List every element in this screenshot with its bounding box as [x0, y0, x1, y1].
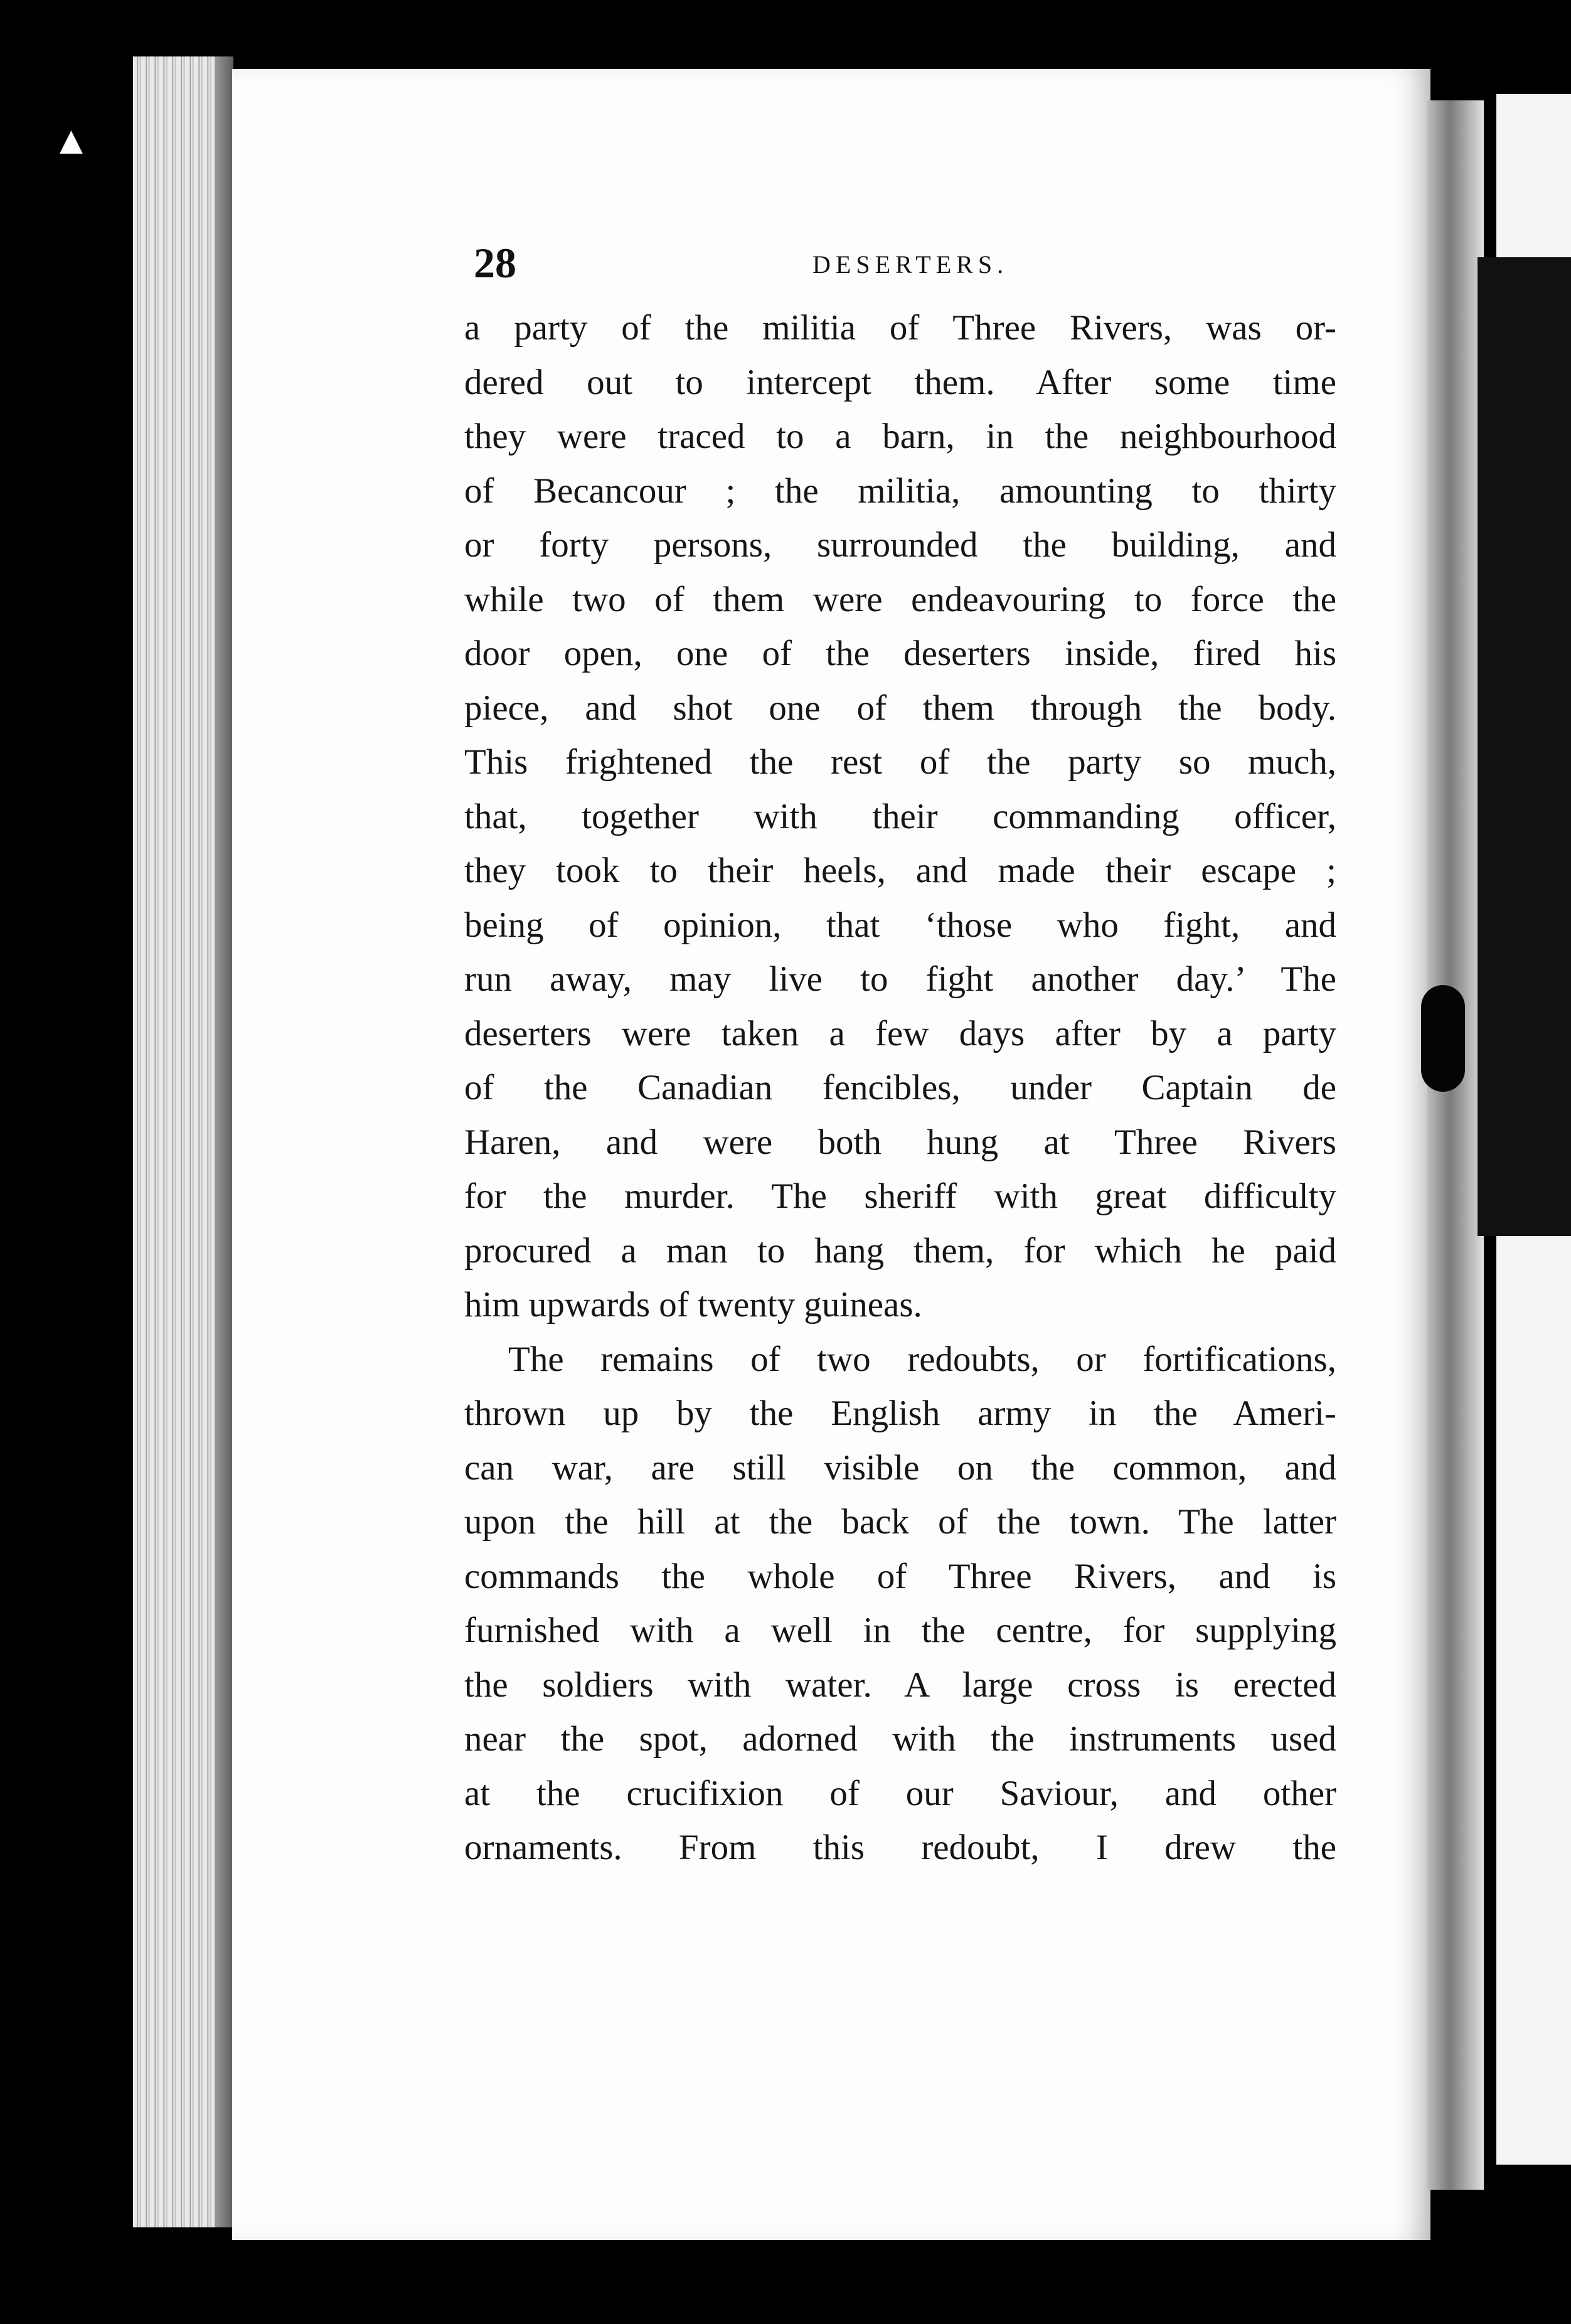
book-clasp [1421, 985, 1465, 1092]
text-line: or forty persons, surrounded the building, and [464, 525, 1336, 565]
text-line: while two of them were endeavouring to force the [464, 579, 1336, 619]
text-line: dered out to intercept them. After some time [464, 362, 1336, 402]
text-line: run away, may live to fight another day.’ The [464, 959, 1336, 999]
text-line: they were traced to a barn, in the neighbourhood [464, 417, 1336, 456]
text-line: procured a man to hang them, for which he paid [464, 1230, 1336, 1271]
running-head [474, 238, 1051, 289]
text-line: can war, are still visible on the common, and [464, 1447, 1336, 1488]
adjacent-page-shadow [1478, 257, 1571, 1236]
text-line: at the crucifixion of our Saviour, and other [464, 1773, 1336, 1813]
book-gutter [1427, 100, 1484, 2190]
text-line: a party of the militia of Three Rivers, was or- [464, 308, 1336, 348]
text-line: door open, one of the deserters inside, fired his [464, 634, 1336, 673]
text-line: ornaments. From this redoubt, I drew the [464, 1828, 1336, 1867]
page-number: 28 [474, 239, 516, 287]
text-line: This frightened the rest of the party so much, [464, 742, 1336, 782]
text-line: near the spot, adorned with the instruments used [464, 1719, 1336, 1759]
body-text [464, 301, 1336, 1875]
text-line: for the murder. The sheriff with great difficulty [464, 1176, 1336, 1216]
text-line: of the Canadian fencibles, under Captain de [464, 1068, 1336, 1107]
corner-mark-icon: ▲ [60, 122, 83, 157]
text-line: The remains of two redoubts, or fortifications, [508, 1339, 1336, 1379]
text-line: upon the hill at the back of the town. The latter [464, 1502, 1336, 1542]
text-line: of Becancour ; the militia, amounting to thirty [464, 471, 1336, 511]
text-line: furnished with a well in the centre, for supplying [464, 1611, 1336, 1650]
text-line: thrown up by the English army in the Ameri- [464, 1394, 1336, 1433]
text-line: commands the whole of Three Rivers, and is [464, 1556, 1336, 1596]
text-line: Haren, and were both hung at Three Rivers [464, 1122, 1336, 1162]
text-line: the soldiers with water. A large cross is erected [464, 1665, 1336, 1705]
text-line: they took to their heels, and made their escape ; [464, 851, 1336, 890]
book-page-edges [133, 56, 233, 2227]
text-line: that, together with their commanding officer, [464, 796, 1336, 836]
text-line: being of opinion, that ‘those who fight, and [464, 905, 1336, 945]
running-title: DESERTERS. [812, 250, 1009, 279]
text-line: him upwards of twenty guineas. [464, 1285, 922, 1325]
text-line: piece, and shot one of them through the body. [464, 688, 1336, 728]
text-line: deserters were taken a few days after by a party [464, 1013, 1336, 1053]
